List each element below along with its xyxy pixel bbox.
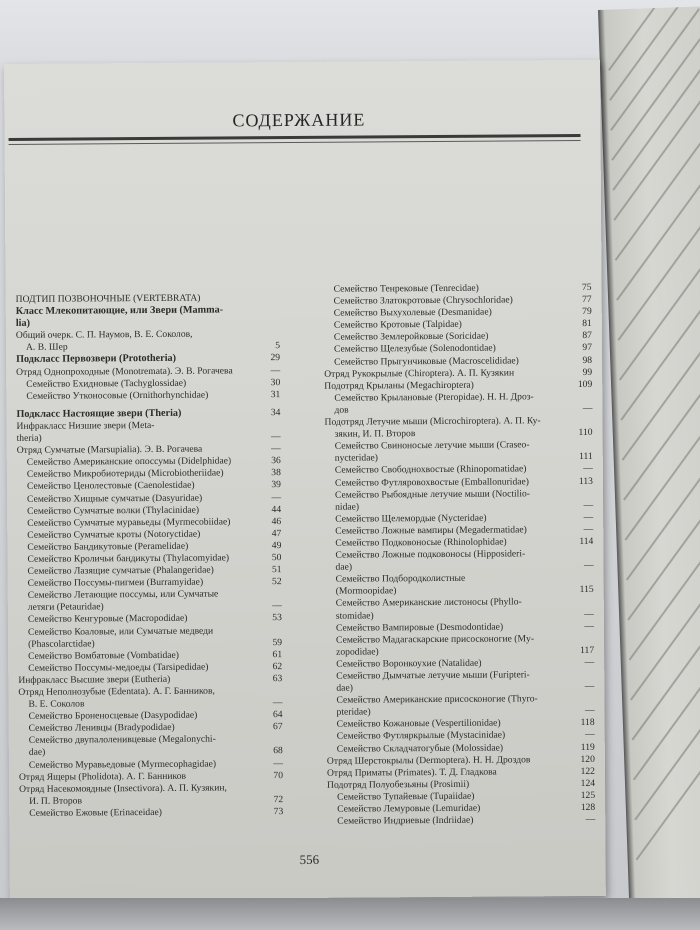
toc-entry-page: 81 <box>582 318 592 330</box>
toc-entry-text: Семейство Подковоносые (Rhinolophidae) <box>335 536 507 549</box>
toc-entry-page: 34 <box>270 406 281 418</box>
toc-entry-page: 124 <box>580 777 596 789</box>
toc-entry-page: — <box>271 491 282 503</box>
toc-entry <box>19 806 283 820</box>
toc-entry-text: Семейство Американские листоносы (Phyllo- <box>335 596 522 610</box>
toc-entry-text: Отряд Неполнозубые (Edentata). А. Г. Банников, <box>18 685 215 698</box>
toc-entry-text: Семейство Хищные сумчатые (Dasyuridae) <box>26 492 203 505</box>
toc-entry-page: 52 <box>271 576 282 588</box>
toc-entry-text: Класс Млекопитающие, или Звери (Mamma- <box>15 304 224 318</box>
toc-entry-page: — <box>584 705 595 717</box>
toc-entry-text: pteridae) <box>336 706 371 718</box>
toc-entry-text: dae) <box>28 747 46 759</box>
toc-entry-page: — <box>584 656 595 668</box>
toc-entry-page: 125 <box>580 789 596 801</box>
toc-entry-text: Отряд Насекомоядные (Insectivora). А. П. Кузякин, <box>19 782 227 795</box>
toc-entry-page: 36 <box>271 455 281 467</box>
toc-entry-page: — <box>584 680 595 693</box>
toc-entry-text: Подотряд Летучие мыши (Microchiroptera). А. П. Ку- <box>324 415 541 428</box>
toc-entry-page: 46 <box>271 515 282 527</box>
toc-entry-text: Инфракласс Низшие звери (Meta- <box>16 419 155 432</box>
toc-entry-text: Семейство Складчатогубые (Molossidae) <box>336 742 504 755</box>
toc-entry-page: 50 <box>271 552 282 564</box>
toc-entry-page: 110 <box>578 427 593 439</box>
toc-entry-text: Отряд Рукокрылые (Chiroptera). А. П. Кузякин <box>324 367 515 380</box>
toc-entry-text: stomidae) <box>335 609 374 622</box>
toc-entry-page: 119 <box>580 741 595 753</box>
toc-entry-text: Подотряд Крыланы (Megachiroptera) <box>324 379 474 392</box>
book-page <box>4 60 606 900</box>
toc-entry-page: — <box>583 463 593 475</box>
toc-entry-text: Семейство Прыгунчиковые (Macroscelididae) <box>334 354 519 368</box>
toc-entry-page: — <box>583 560 594 572</box>
toc-entry-page: 29 <box>270 352 281 364</box>
toc-entry-text: lia) <box>15 318 31 330</box>
toc-entry-text: Семейство Бандикутовые (Peramelidae) <box>27 540 189 553</box>
toc-entry-page: 53 <box>272 612 282 624</box>
toc-entry-text: Семейство Подбородколистные <box>335 573 466 585</box>
toc-entry-text: Семейство Свободнохвостые (Rhinopomatidae) <box>334 463 527 477</box>
toc-entry-page: 79 <box>582 306 592 318</box>
toc-entry-text: Общий очерк. С. П. Наумов, В. Е. Соколов, <box>15 328 193 342</box>
page-title: СОДЕРЖАНИЕ <box>232 109 366 131</box>
toc-entry-text: Семейство Ложные вампиры (Megadermatidae) <box>335 524 527 537</box>
toc-entry-page: — <box>585 729 595 741</box>
toc-entry-text: Семейство Броненосцевые (Dasypodidae) <box>28 709 198 723</box>
toc-entry-text: Семейство Футляровохвостые (Emballonuridae) <box>334 475 529 489</box>
toc-entry-text: Отряд Ящеры (Pholidota). А. Г. Банников <box>18 770 187 783</box>
toc-entry-text: Семейство Утконосовые (Ornithorhynchidae) <box>26 389 209 402</box>
toc-entry-page: — <box>584 620 594 632</box>
toc-entry-text: Семейство Американские присосконогие (Thyro- <box>336 693 538 706</box>
toc-entry-text: Подкласс Первозвери (Prototheria) <box>16 353 177 366</box>
toc-entry-page: 97 <box>582 342 593 354</box>
toc-entry-page: 98 <box>582 354 593 366</box>
toc-entry-page: 5 <box>275 340 281 352</box>
toc-entry-text: Семейство Ложные подковоносы (Hipposideri- <box>335 548 526 561</box>
toc-entry-text: Семейство двупалоленивцевые (Megalonychi- <box>28 733 216 747</box>
toc-entry-text: Семейство Воронкоухие (Natalidae) <box>336 657 482 670</box>
toc-entry-text: Подотряд Полуобезьяны (Prosimii) <box>327 778 470 791</box>
toc-entry-page: 44 <box>271 503 282 515</box>
toc-entry-text: Семейство Щелемордые (Nycteridae) <box>335 512 487 525</box>
toc-entry-text: Отряд Шерстокрылы (Dermoptera). Н. Н. Дроздов <box>326 753 531 767</box>
toc-entry-page: — <box>272 600 282 612</box>
toc-entry-page: 115 <box>579 584 594 596</box>
toc-entry-text: Семейство Кроличьи бандикуты (Thylacomyidae) <box>27 552 230 565</box>
toc-entry-text: Семейство Футляркрылые (Mystacinidae) <box>336 729 506 743</box>
title-rule-thin <box>9 140 581 145</box>
toc-entry-text: Отряд Однопроходные (Monotremata). Э. В. Рогачева <box>16 364 233 378</box>
toc-entry-page: 122 <box>580 765 595 777</box>
toc-entry-page: — <box>582 402 593 414</box>
toc-entry-page: 59 <box>272 636 283 648</box>
toc-entry-text: В. Е. Соколов <box>28 698 85 710</box>
toc-entry-text: Семейство Вомбатовые (Vombatidae) <box>28 649 180 662</box>
toc-entry-text: Отряд Сумчатые (Marsupialia). Э. В. Рогачева <box>16 443 203 457</box>
toc-entry-page: 62 <box>272 660 283 672</box>
toc-entry-page: 68 <box>273 745 283 757</box>
toc-entry-text: Семейство Тупайевые (Tupaiidae) <box>337 790 475 803</box>
toc-entry-page: 39 <box>271 479 281 491</box>
toc-entry-text: Семейство Кенгуровые (Macropodidae) <box>27 613 188 626</box>
toc-entry-text: nidae) <box>335 501 360 513</box>
toc-entry-page: 47 <box>271 527 282 539</box>
toc-entry-page: 114 <box>579 535 594 547</box>
toc-entry-text: Семейство Свиноносые летучие мыши (Craseo- <box>334 439 530 452</box>
toc-entry-text: Семейство Сумчатые муравьеды (Myrmecobiidae) <box>27 516 231 529</box>
toc-entry-text: (Phascolarctidae) <box>28 638 95 650</box>
toc-entry-page: 111 <box>579 451 593 463</box>
toc-entry-text: Семейство Кротовые (Talpidae) <box>333 319 462 331</box>
toc-entry-text: Семейство Крылановые (Pteropidae). Н. Н. Дроз- <box>334 391 534 404</box>
toc-entry-page: 38 <box>271 467 281 479</box>
toc-entry-page: — <box>583 499 594 511</box>
toc-entry-text: Подкласс Настоящие звери (Theria) <box>16 407 182 420</box>
table-edge <box>0 898 700 930</box>
toc-entry-page: 87 <box>582 330 592 342</box>
toc-entry-page: 30 <box>270 376 281 388</box>
toc-entry-text: Семейство Индриевые (Indriidae) <box>337 814 474 827</box>
toc-entry-page: 51 <box>271 564 282 576</box>
toc-entry-text: Семейство Лемуровые (Lemuridae) <box>337 802 481 815</box>
toc-entry-page: 31 <box>270 388 281 400</box>
toc-entry-page: 64 <box>272 709 283 721</box>
toc-entry-text: zopodidae) <box>336 646 379 658</box>
toc-entry-text: Семейство Златокротовые (Chrysochloridae) <box>333 294 513 307</box>
toc-entry-text: Семейство Рыбоядные летучие мыши (Noctilio- <box>334 487 531 501</box>
toc-entry-text: дов <box>334 404 349 416</box>
toc-entry-page: — <box>583 523 594 535</box>
toc-entry-text: theria) <box>16 432 42 444</box>
toc-entry-text: dae) <box>336 682 353 694</box>
toc-entry-page: 63 <box>272 672 283 685</box>
toc-entry-page: 113 <box>578 475 593 487</box>
toc-entry-page: 117 <box>580 644 595 656</box>
page-number: 556 <box>299 851 320 867</box>
toc-entry-text: зякин, И. П. Второв <box>334 428 416 440</box>
toc-entry-page: 120 <box>580 753 595 765</box>
toc-entry-page: — <box>583 511 594 523</box>
toc-entry-page: — <box>584 608 594 620</box>
toc-entry-page: 128 <box>580 801 596 814</box>
toc-entry-text: Отряд Приматы (Primates). Т. Д. Гладкова <box>326 766 497 779</box>
toc-entry-text: Семейство Поссумы-медоеды (Tarsipedidae) <box>28 661 209 674</box>
toc-entry-text: Семейство Поссумы-пигмеи (Burramyidae) <box>27 576 204 590</box>
toc-entry-text: летяги (Petauridae) <box>27 601 104 614</box>
toc-entry-page: 75 <box>581 281 592 293</box>
toc-entry-text: dae) <box>335 561 353 573</box>
toc-entry <box>16 389 280 403</box>
toc-entry-page: 49 <box>271 539 282 552</box>
toc-entry-page: — <box>273 757 283 769</box>
toc-entry-page: 73 <box>273 806 284 818</box>
toc-entry-text: Семейство Микробиотериды (Microbiotheriidae) <box>26 467 224 481</box>
toc-entry-page: 118 <box>580 717 595 729</box>
toc-entry-text: ПОДТИП ПОЗВОНОЧНЫЕ (VERTEBRATA) <box>15 292 201 305</box>
toc-entry-page: — <box>272 697 283 709</box>
toc-entry-text: Семейство Ценолестовые (Caenolestidae) <box>26 480 195 493</box>
toc-entry-text: Семейство Землеройковые (Soricidae) <box>333 331 489 344</box>
toc-entry-page: 72 <box>273 793 284 805</box>
toc-entry-page: — <box>270 364 281 376</box>
toc-entry-page: 70 <box>273 769 284 781</box>
toc-entry-text: Семейство Кожановые (Vespertilionidae) <box>336 717 501 731</box>
toc-entry-page: 77 <box>582 293 592 306</box>
toc-entry-text: Семейство Выхухолевые (Desmanidae) <box>333 306 492 319</box>
toc-entry-text: И. П. Второв <box>29 795 83 807</box>
toc-entry-text: Семейство Коаловые, или Сумчатые медведи <box>27 625 214 638</box>
toc-entry-page: 61 <box>272 648 283 660</box>
toc-entry-text: Семейство Сумчатые кроты (Notoryctidae) <box>27 528 201 541</box>
toc-entry-page: 99 <box>582 366 593 378</box>
toc-entry-page: 109 <box>577 378 593 390</box>
toc-entry-text: Семейство Тенрековые (Tenrecidae) <box>333 282 479 295</box>
toc-entry-text: Семейство Американские опоссумы (Didelphidae) <box>26 455 232 469</box>
toc-entry-text: Семейство Дымчатые летучие мыши (Furipteri- <box>336 669 530 682</box>
toc-entry-text: А. В. Шер <box>25 341 68 354</box>
toc-entry-text: Семейство Ехидновые (Tachyglossidae) <box>26 377 187 390</box>
toc-entry-page: — <box>271 443 281 455</box>
toc-entry-text: Семейство Мадагаскарские присосконогие (My- <box>335 633 535 646</box>
toc-entry-page: — <box>585 814 596 826</box>
toc-entry-page: 67 <box>273 721 283 733</box>
toc-entry-text: Семейство Летающие поссумы, или Сумчатые <box>27 588 219 602</box>
toc-entry-text: (Mormoopidae) <box>335 585 397 598</box>
toc-entry-text: Семейство Ленивцы (Bradypodidae) <box>28 722 175 735</box>
contents-left-column <box>16 286 284 820</box>
toc-entry-text: Семейство Ежовые (Erinaceidae) <box>29 806 162 819</box>
toc-entry-text: Инфракласс Высшие звери (Eutheria) <box>18 673 171 686</box>
toc-entry-text: Семейство Лазящие сумчатые (Phalangeridae) <box>27 564 214 577</box>
toc-entry-text: nycteridae) <box>334 452 378 465</box>
toc-entry-text: Семейство Муравьедовые (Myrmecophagidae) <box>28 758 217 771</box>
toc-entry-text: Семейство Сумчатые волки (Thylacinidae) <box>27 504 200 517</box>
toc-entry-text: Семейство Вампировые (Desmodontidae) <box>335 621 504 634</box>
toc-entry-page: — <box>270 431 281 443</box>
toc-entry-text: Семейство Щелезубые (Solenodontidae) <box>333 343 496 356</box>
contents-right-column <box>324 282 596 828</box>
toc-entry <box>327 814 595 828</box>
